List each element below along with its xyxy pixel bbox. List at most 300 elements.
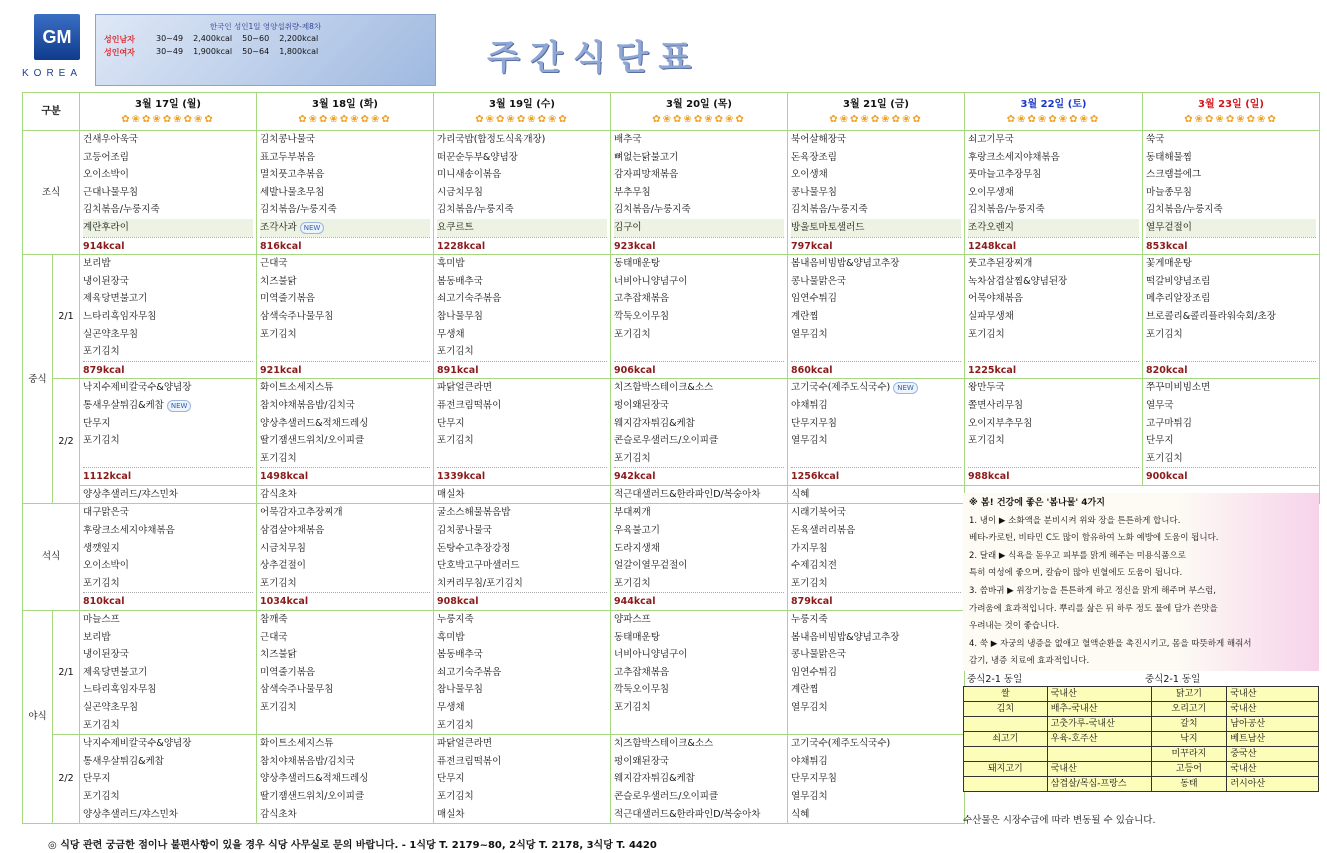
- origin-row: [964, 777, 1319, 792]
- menu-item: 포기김치: [260, 702, 297, 713]
- sub-label: 2/1: [53, 255, 80, 379]
- info-line: 1. 냉이 ▶ 소화액을 분비시켜 위와 장을 튼튼하게 합니다.: [969, 515, 1181, 526]
- menu-item: 쇠고기숙주볶음: [437, 666, 502, 678]
- calorie-row-male: [104, 34, 427, 45]
- meal-label-night: 야식: [23, 611, 53, 824]
- origin-cell: 낙지: [1151, 732, 1227, 747]
- lunch2-cell: [965, 379, 1143, 486]
- menu-item: 파닭얼큰라면: [437, 382, 493, 394]
- menu-item: 단무지무침: [791, 773, 837, 785]
- menu-item: 너비아니양념구이: [614, 275, 688, 287]
- menu-item: 포기김치: [260, 328, 297, 340]
- menu-extra-item: 조각오렌지: [968, 219, 1139, 237]
- menu-item: 콩나물무침: [791, 186, 837, 198]
- calorie-label: 성인여자: [104, 48, 135, 57]
- lunch2-cell: [611, 379, 788, 486]
- menu-item: 포기김치: [1146, 452, 1183, 464]
- origin-cell: 베트남산: [1227, 732, 1319, 747]
- menu-item: 포기김치: [614, 328, 651, 340]
- new-badge: NEW: [893, 382, 918, 394]
- menu-item: 녹차삼겹살찜&양념된장: [968, 275, 1068, 287]
- info-line: 특히 여성에 좋으며, 칼슘이 많아 빈혈에도 도움이 됩니다.: [969, 568, 1183, 579]
- menu-item: 돈탕수고추장강정: [437, 542, 511, 554]
- menu-item: 고구마튀김: [1146, 417, 1192, 429]
- info-line: 우려내는 것이 좋습니다.: [969, 621, 1060, 632]
- dessert-item: 식혜: [791, 488, 810, 500]
- menu-item: 왕만두국: [968, 382, 1005, 394]
- origin-cell: 동태: [1151, 777, 1227, 792]
- menu-extra-item: 계란후라이: [83, 219, 253, 237]
- meal-label-lunch: 중식: [23, 255, 53, 504]
- menu-item: 봄내음비빔밥&양념고추장: [791, 631, 900, 643]
- calorie-range: 30~49: [156, 34, 184, 43]
- kcal-value: 816kcal: [260, 237, 430, 255]
- menu-item: 꽃게매운탕: [1146, 258, 1192, 270]
- menu-item: 깍둑오이무침: [614, 310, 670, 322]
- menu-item: [260, 343, 430, 361]
- menu-item: 김치볶음/누룽지죽: [437, 204, 514, 216]
- origin-cell: [964, 777, 1048, 792]
- calorie-value: 1,900kcal: [193, 47, 233, 56]
- origin-table: [963, 686, 1319, 792]
- dessert-cell: [80, 485, 257, 504]
- flower-decoration: ✿❀✿❀✿❀✿❀✿: [475, 114, 569, 126]
- menu-item: 마늘스프: [83, 614, 120, 626]
- menu-item: 딸기잼샌드위치/오이피클: [260, 790, 365, 802]
- night1-cell: [788, 611, 965, 735]
- menu-item: 오이소박이: [83, 560, 129, 572]
- menu-item: 김치볶음/누룽지죽: [83, 204, 160, 216]
- calorie-range: 50~60: [242, 34, 270, 43]
- menu-item: 실파무생채: [968, 310, 1014, 322]
- menu-item: 참치야채볶음밥/김치국: [260, 755, 355, 767]
- menu-item: 포기김치: [260, 577, 297, 589]
- menu-item: 떠꾼순두부&양념장: [437, 151, 518, 163]
- menu-item: 포기김치: [437, 435, 474, 447]
- day-header-saturday: 3월 22일 (토) ✿❀✿❀✿❀✿❀✿: [965, 93, 1143, 131]
- menu-item: 고등어조림: [83, 151, 129, 163]
- menu-item: 브로콜리&콜리플라워숙회/초장: [1146, 310, 1276, 322]
- day-header-sunday: 3월 23일 (일) ✿❀✿❀✿❀✿❀✿: [1143, 93, 1320, 131]
- column-label: 구분: [23, 93, 80, 131]
- night1-cell: [80, 611, 257, 735]
- menu-item: 쇠고기숙주볶음: [437, 293, 502, 305]
- menu-item: [614, 343, 784, 361]
- menu-item: 고기국수(제주도식국수): [791, 738, 891, 750]
- menu-item: 오이지부추무침: [968, 417, 1033, 429]
- origin-cell: 오리고기: [1151, 702, 1227, 717]
- menu-item: 포기김치: [1146, 328, 1183, 340]
- origin-cell: 미꾸라지: [1151, 747, 1227, 762]
- menu-item: 열무김치: [791, 790, 828, 802]
- menu-item: 수제김치전: [791, 560, 837, 572]
- menu-item: 포기김치: [83, 719, 120, 731]
- lunch2-cell: [434, 379, 611, 486]
- menu-item: 표고두부볶음: [260, 151, 316, 163]
- menu-item: 무생채: [437, 702, 465, 713]
- menu-item: 화이트소세지스튜: [260, 738, 334, 750]
- origin-cell: 쇠고기: [964, 732, 1048, 747]
- menu-item: 동태매운탕: [614, 258, 660, 270]
- dinner-cell: [611, 504, 788, 611]
- menu-item: 양상추샐러드&적채드레싱: [260, 773, 369, 785]
- kcal-value: 900kcal: [1146, 467, 1316, 485]
- night2-cell: [611, 735, 788, 824]
- kcal-value: 1225kcal: [968, 361, 1139, 379]
- calorie-row-female: [104, 47, 427, 58]
- menu-item: 봄내음비빔밥&양념고추장: [791, 258, 900, 270]
- menu-item: 어묵야채볶음: [968, 293, 1024, 305]
- menu-item: 포기김치: [437, 790, 474, 802]
- menu-item: 포기김치: [83, 346, 120, 358]
- menu-item: 느타리흑임자무침: [83, 310, 157, 322]
- breakfast-cell: [1143, 131, 1320, 255]
- menu-item: 콩나물맑은국: [791, 649, 847, 661]
- menu-item: 포기김치: [614, 702, 651, 713]
- calorie-value: 1,800kcal: [279, 47, 319, 56]
- menu-item: 삼색숙주나물무침: [260, 684, 334, 696]
- day-header: 3월 20일 (목) ✿❀✿❀✿❀✿❀✿: [611, 93, 788, 131]
- new-badge: NEW: [167, 400, 192, 412]
- menu-item: 오이무생채: [968, 186, 1014, 198]
- menu-item: 참나물무침: [437, 310, 483, 322]
- origin-cell: 국내산: [1227, 687, 1319, 702]
- menu-item: 북어살해장국: [791, 134, 847, 145]
- kcal-value: 906kcal: [614, 361, 784, 379]
- origin-row: [964, 717, 1319, 732]
- menu-item: 미역줄기볶음: [260, 293, 316, 305]
- menu-item: 우육불고기: [614, 525, 660, 537]
- menu-item: 열무김치: [791, 702, 828, 713]
- menu-item: 단무지: [437, 773, 465, 785]
- menu-item: 부대찌개: [614, 507, 651, 519]
- origin-cell: 삼겹살/목심-프랑스: [1047, 777, 1151, 792]
- lunch-row-1: [23, 255, 1320, 379]
- menu-item: 계란찜: [791, 310, 819, 322]
- new-badge: NEW: [300, 222, 325, 234]
- menu-item: 떡갈비양념조림: [1146, 275, 1211, 287]
- origin-cell: 국내산: [1227, 762, 1319, 777]
- menu-item: 마늘종무침: [1146, 186, 1192, 198]
- origin-cell: 국내산: [1047, 687, 1151, 702]
- menu-item: 김치콩나물국: [437, 525, 493, 537]
- menu-item: 김치볶음/누룽지죽: [1146, 204, 1223, 216]
- menu-item: 파닭얼큰라면: [437, 738, 493, 750]
- logo-sub: KOREA: [22, 68, 83, 79]
- menu-item: [614, 717, 784, 735]
- origin-cell: 돼지고기: [964, 762, 1048, 777]
- menu-item: 김치볶음/누룽지죽: [791, 204, 868, 216]
- breakfast-cell: [434, 131, 611, 255]
- kcal-value: 853kcal: [1146, 237, 1316, 255]
- kcal-value: 1034kcal: [260, 592, 430, 610]
- night1-cell: [257, 611, 434, 735]
- menu-item: [968, 343, 1139, 361]
- spring-herbs-info-panel: [963, 493, 1319, 671]
- kcal-value: 944kcal: [614, 592, 784, 610]
- kcal-value: 921kcal: [260, 361, 430, 379]
- menu-item: 풋마늘고추장무침: [968, 169, 1042, 181]
- calorie-caption: 한국인 성인1일 영양섭취량-제8차: [209, 22, 322, 31]
- menu-item: 굴소스해물볶음밥: [437, 507, 511, 519]
- menu-item: 건새우아욱국: [83, 134, 139, 145]
- menu-item: 퓨전크림떡볶이: [437, 399, 502, 411]
- info-line: 3. 씀바귀 ▶ 위장기능을 튼튼하게 하고 정신을 맑게 해주며 부스럼,: [969, 585, 1216, 596]
- lunch2-cell: [788, 379, 965, 486]
- menu-item: 느타리흑임자무침: [83, 684, 157, 696]
- origin-cell: 남아공산: [1227, 717, 1319, 732]
- menu-item: 감자피망채볶음: [614, 169, 679, 181]
- menu-item: [437, 450, 607, 468]
- breakfast-cell: [965, 131, 1143, 255]
- origin-row: [964, 687, 1319, 702]
- menu-item: 제육당면불고기: [83, 666, 148, 678]
- menu-item: 제육당면불고기: [83, 293, 148, 305]
- menu-item: 통새우살튀김&케찹 NEW: [83, 397, 253, 415]
- origin-row: [964, 702, 1319, 717]
- night1-cell: [611, 611, 788, 735]
- menu-item: 단무지: [83, 417, 111, 429]
- origin-row: [964, 762, 1319, 777]
- menu-item: 동태해물찜: [1146, 151, 1192, 163]
- menu-item: 양상추샐러드&적채드레싱: [260, 417, 369, 429]
- menu-item: 시래기북어국: [791, 507, 847, 519]
- gm-logo-mark: GM: [34, 14, 80, 60]
- dessert-cell: [434, 485, 611, 504]
- menu-item: 스크램블에그: [1146, 169, 1202, 181]
- menu-item: 웨지감자튀김&케찹: [614, 773, 695, 785]
- origin-cell: 러시아산: [1227, 777, 1319, 792]
- menu-item: 무생채: [437, 328, 465, 340]
- kcal-value: 923kcal: [614, 237, 784, 255]
- menu-item: 웨지감자튀김&케찹: [614, 417, 695, 429]
- dessert-item: 감식초차: [260, 488, 297, 500]
- menu-item: 포기김치: [614, 577, 651, 589]
- lunch1-cell: [611, 255, 788, 379]
- menu-item: 미역줄기볶음: [260, 666, 316, 678]
- meal-label-dinner: 석식: [23, 504, 80, 611]
- menu-item: 참나물무침: [437, 684, 483, 696]
- footer-note: ◎ 식당 관련 궁금한 점이나 불편사항이 있을 경우 식당 사무실로 문의 바랍니다. - 1식당 T. 2179~80, 2식당 T. 2178, 3식당 T. 4420: [48, 840, 657, 851]
- dessert-item: 매실차: [437, 488, 465, 500]
- menu-item: 고추잡채볶음: [614, 293, 670, 305]
- origin-cell: 국내산: [1227, 702, 1319, 717]
- menu-item: [1146, 343, 1316, 361]
- kcal-value: 860kcal: [791, 361, 961, 379]
- menu-item: [791, 717, 961, 735]
- menu-item: 양파스프: [614, 614, 651, 626]
- menu-item: 봄동배추국: [437, 649, 483, 661]
- menu-item: 근대나물무침: [83, 186, 139, 198]
- flower-decoration: ✿❀✿❀✿❀✿❀✿: [121, 114, 215, 126]
- menu-item: 흑미밥: [437, 631, 465, 643]
- menu-item: 통새우살튀김&케찹: [83, 755, 164, 767]
- menu-item: 양상추샐러드/쟈스민차: [83, 808, 178, 820]
- menu-item: 동태매운탕: [614, 631, 660, 643]
- menu-item: 펑이왜된장국: [614, 399, 670, 411]
- menu-item: 김치볶음/누룽지죽: [260, 204, 337, 216]
- menu-item: 흑미밥: [437, 258, 465, 270]
- kcal-value: 1339kcal: [437, 467, 607, 485]
- menu-item: 누룽지죽: [437, 614, 474, 626]
- origin-right-label: 중식2-1 동일: [1145, 674, 1201, 685]
- menu-item: 어묵감자고추장찌개: [260, 507, 343, 519]
- breakfast-row: [23, 131, 1320, 255]
- menu-item: 오이생채: [791, 169, 828, 181]
- info-line: 감기, 냉증 치료에 효과적입니다.: [969, 656, 1090, 667]
- menu-item: [968, 450, 1139, 468]
- breakfast-cell: [788, 131, 965, 255]
- origin-cell: [964, 717, 1048, 732]
- dessert-cell: [611, 485, 788, 504]
- day-header: 3월 18일 (화) ✿❀✿❀✿❀✿❀✿: [257, 93, 434, 131]
- night2-cell: [257, 735, 434, 824]
- kcal-value: 1256kcal: [791, 467, 961, 485]
- menu-item: 고추잡채볶음: [614, 666, 670, 678]
- menu-item: 쑥국: [1146, 134, 1165, 145]
- day-header: 3월 21일 (금) ✿❀✿❀✿❀✿❀✿: [788, 93, 965, 131]
- menu-item: 멸치풋고추볶음: [260, 169, 325, 181]
- menu-item: 낙지수제비칼국수&양념장: [83, 382, 192, 394]
- menu-item: 보리밥: [83, 631, 111, 643]
- menu-item: 뼈없는닭불고기: [614, 151, 679, 163]
- menu-item: 김치콩나물국: [260, 134, 316, 145]
- meal-label-breakfast: 조식: [23, 131, 80, 255]
- menu-item: [260, 717, 430, 735]
- menu-item: 열무국: [1146, 399, 1174, 411]
- menu-item: 임연수튀김: [791, 293, 837, 305]
- calorie-value: 2,200kcal: [279, 34, 319, 43]
- menu-item: 냉이된장국: [83, 275, 129, 287]
- menu-item: 단무지: [83, 773, 111, 785]
- origin-cell: 고등어: [1151, 762, 1227, 777]
- menu-item: 시금치무침: [437, 186, 483, 198]
- menu-item: 포기김치: [437, 346, 474, 358]
- sub-label: 2/1: [53, 611, 80, 735]
- menu-item: 대구맑은국: [83, 507, 129, 519]
- menu-item: 도라지생채: [614, 542, 660, 554]
- menu-item: 참치야채볶음밥/김치국: [260, 399, 355, 411]
- menu-item: 치즈불닭: [260, 649, 297, 661]
- menu-item: 쭈꾸미비빔소면: [1146, 382, 1211, 394]
- kcal-value: 810kcal: [83, 592, 253, 610]
- menu-item: 미니새송이볶음: [437, 169, 502, 181]
- dessert-item: 적근대샐러드&한라파인D/복숭아차: [614, 488, 761, 500]
- origin-cell: 중국산: [1227, 747, 1319, 762]
- menu-item: 딸기잼샌드위치/오이피클: [260, 435, 365, 447]
- menu-item: 치즈함박스테이크&소스: [614, 738, 714, 750]
- kcal-value: 879kcal: [791, 592, 961, 610]
- lunch1-cell: [434, 255, 611, 379]
- menu-item: 실곤약초무침: [83, 702, 139, 713]
- menu-item: 펑이왜된장국: [614, 755, 670, 767]
- dinner-cell: [788, 504, 965, 611]
- dinner-cell: [80, 504, 257, 611]
- menu-item: 돈육장조림: [791, 151, 837, 163]
- page-title: 주간식단표: [487, 38, 702, 78]
- menu-item: 열무김치: [791, 328, 828, 340]
- origin-row: [964, 747, 1319, 762]
- menu-item: 콘슬로우샐러드/오이피클: [614, 790, 719, 802]
- menu-extra-item: 김구이: [614, 219, 784, 237]
- origin-note: 수산물은 시장수급에 따라 변동될 수 있습니다.: [963, 815, 1156, 826]
- menu-item: 깍둑오이무침: [614, 684, 670, 696]
- lunch1-cell: [257, 255, 434, 379]
- menu-item: 포기김치: [83, 577, 120, 589]
- dessert-cell: [257, 485, 434, 504]
- menu-item: 가리국밥(합정도식육개장): [437, 134, 546, 145]
- menu-extra-item: 방울토마토샐러드: [791, 219, 961, 237]
- dinner-cell: [257, 504, 434, 611]
- origin-cell: [964, 747, 1048, 762]
- menu-item: 포기김치: [791, 577, 828, 589]
- menu-item: 배추국: [614, 134, 642, 145]
- dinner-cell: [434, 504, 611, 611]
- info-line: 베타-카로틴, 비타민 C도 많이 함유하여 노화 예방에 도움이 됩니다.: [969, 533, 1219, 544]
- calorie-reference-box: [95, 14, 436, 86]
- calorie-range: 50~64: [242, 47, 270, 56]
- lunch1-cell: [788, 255, 965, 379]
- menu-item: 치즈함박스테이크&소스: [614, 382, 714, 394]
- dessert-item: 양상추샐러드/쟈스민차: [83, 488, 178, 500]
- kcal-value: 908kcal: [437, 592, 607, 610]
- menu-item: 적근대샐러드&한라파인D/복숭아차: [614, 808, 761, 820]
- menu-item: [791, 343, 961, 361]
- menu-item: [83, 450, 253, 468]
- menu-item: 단무지무침: [791, 417, 837, 429]
- menu-extra-item: 열무겉절이: [1146, 219, 1316, 237]
- flower-decoration: ✿❀✿❀✿❀✿❀✿: [1184, 114, 1278, 126]
- info-line: 2. 달래 ▶ 식욕을 돋우고 피부를 맑게 해주는 미용식품으로: [969, 550, 1186, 561]
- origin-cell: 갈치: [1151, 717, 1227, 732]
- menu-item: 계란찜: [791, 684, 819, 696]
- origin-cell: [1047, 747, 1151, 762]
- menu-item: 열무김치: [791, 435, 828, 447]
- kcal-value: 879kcal: [83, 361, 253, 379]
- origin-cell: 고춧가루-국내산: [1047, 717, 1151, 732]
- breakfast-cell: [80, 131, 257, 255]
- menu-item: 낙지수제비칼국수&양념장: [83, 738, 192, 750]
- kcal-value: 1228kcal: [437, 237, 607, 255]
- origin-cell: 배추-국내산: [1047, 702, 1151, 717]
- menu-item: 돈육샐러리볶음: [791, 525, 856, 537]
- menu-item: 김치볶음/누룽지죽: [614, 204, 691, 216]
- menu-item: 포기김치: [83, 435, 120, 447]
- menu-item: [791, 450, 961, 468]
- kcal-value: 797kcal: [791, 237, 961, 255]
- lunch1-cell: [80, 255, 257, 379]
- sub-label: 2/2: [53, 735, 80, 824]
- kcal-value: 1112kcal: [83, 467, 253, 485]
- origin-cell: 김치: [964, 702, 1048, 717]
- kcal-value: 988kcal: [968, 467, 1139, 485]
- dessert-cell: [788, 485, 965, 504]
- kcal-value: 1498kcal: [260, 467, 430, 485]
- menu-item: 참깨죽: [260, 614, 288, 626]
- lunch-row-2: [23, 379, 1320, 486]
- night2-cell: [788, 735, 965, 824]
- menu-item: 고기국수(제주도식국수) NEW: [791, 379, 961, 397]
- kcal-value: 914kcal: [83, 237, 253, 255]
- day-header: 3월 17일 (월) ✿❀✿❀✿❀✿❀✿: [80, 93, 257, 131]
- menu-item: 콩나물맑은국: [791, 275, 847, 287]
- breakfast-cell: [257, 131, 434, 255]
- menu-item: 생깻잎지: [83, 542, 120, 554]
- day-header: 3월 19일 (수) ✿❀✿❀✿❀✿❀✿: [434, 93, 611, 131]
- menu-item: 근대국: [260, 258, 288, 270]
- kcal-value: 820kcal: [1146, 361, 1316, 379]
- origin-row: [964, 732, 1319, 747]
